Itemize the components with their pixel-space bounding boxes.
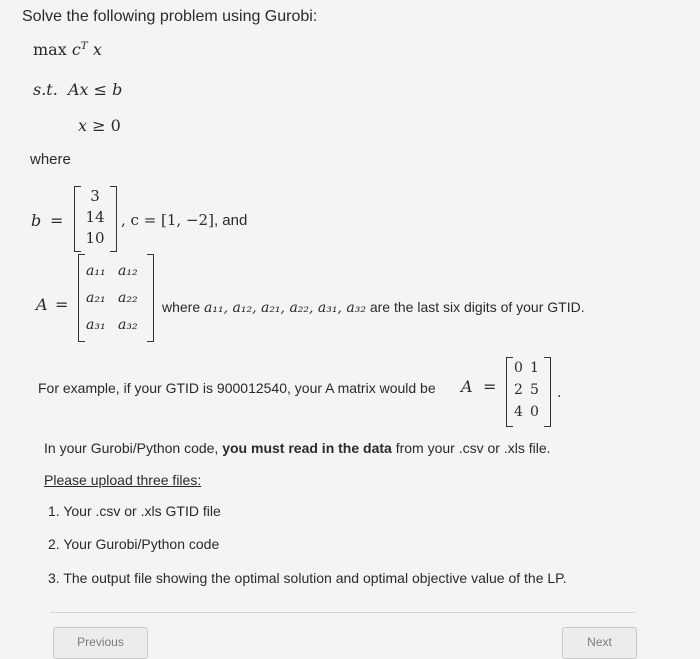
a-right-bracket [147,254,154,342]
c-vector [121,211,247,229]
b-value-2: 14 [85,208,105,226]
objective [33,40,102,59]
a-tail-text: are the last six digits of your GTID. [369,299,585,315]
example-matrix-row: 0 1 [514,360,539,376]
example-text: For example, if your GTID is 900012540, your A matrix would be [38,380,436,396]
constraint1-lhs: Ax [67,80,89,99]
where-label: where [30,151,71,168]
objective-c: c [71,40,81,60]
st-label: s.t. [33,80,58,99]
b-vector-name: b [31,211,42,230]
upload-heading: Please upload three files: [44,472,202,488]
b-vector-values [82,186,108,249]
constraint2-rel: ≥ [92,116,106,135]
a-matrix-row: a₃₁ a₃₂ [86,317,138,333]
file-item-2: 2. Your Gurobi/Python code [48,536,220,552]
a-matrix-row: a₂₁ a₂₂ [86,290,138,306]
b-left-bracket [74,186,81,252]
a-matrix-eq: = [55,295,69,314]
b-vector-eq: = [50,211,64,230]
intro-text: Solve the following problem using Gurobi: [22,8,318,25]
max-operator: max [33,40,67,60]
b-right-bracket [110,186,117,252]
example-matrix-grid [514,357,539,423]
example-a-name: A [461,377,473,396]
a-where-text: where [162,299,201,315]
constraint1-rel: ≤ [93,80,108,99]
code-note-suffix: from your .csv or .xls file. [395,440,551,456]
c-and-text: , and [213,212,248,229]
constraint-x-ge-0 [78,116,121,135]
next-button[interactable]: Next [562,627,637,659]
code-note-prefix: In your Gurobi/Python code, [44,440,219,456]
a-matrix-description [162,299,585,316]
b-value-1: 3 [90,187,100,205]
example-left-bracket [506,357,513,427]
example-a-eq: = [483,377,497,396]
code-note [44,440,551,456]
example-period: . [557,385,562,401]
transpose-symbol: T [80,40,88,52]
a-matrix-row: a₁₁ a₁₂ [86,263,138,279]
constraint2-lhs: x [78,116,88,135]
a-elements-text: a₁₁, a₁₂, a₂₁, a₂₂, a₃₁, a₃₂ [204,300,366,316]
a-left-bracket [78,254,85,342]
example-right-bracket [544,357,551,427]
footer-divider [50,612,635,613]
c-vector-text: , c = [1, −2] [121,211,214,229]
a-matrix-grid [86,258,138,339]
file-item-3: 3. The output file showing the optimal solution and optimal objective value of the LP. [48,570,567,586]
previous-button[interactable]: Previous [53,627,148,659]
constraint1-rhs: b [112,80,123,99]
constraint2-rhs: 0 [110,116,121,135]
a-matrix-name: A [36,295,48,314]
objective-x: x [92,40,102,60]
code-note-bold: you must read in the data [222,440,392,456]
example-matrix-row: 2 5 [514,382,539,398]
constraint-ax-le-b [33,80,122,99]
b-value-3: 10 [85,229,105,247]
example-matrix-row: 4 0 [514,404,539,420]
file-item-1: 1. Your .csv or .xls GTID file [48,503,221,519]
